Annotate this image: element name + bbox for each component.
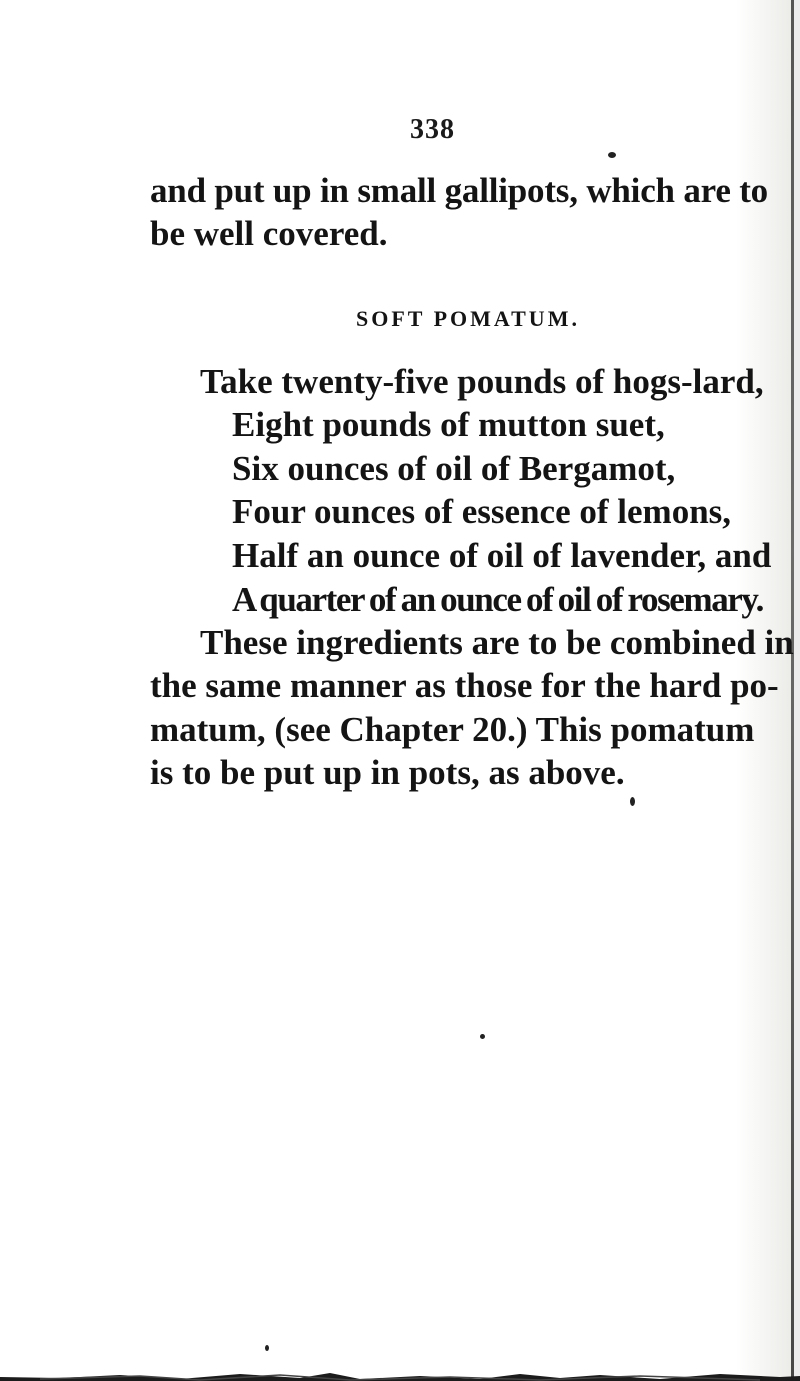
ingredient-line: Half an ounce of oil of lavender, and: [232, 536, 772, 575]
ink-speck: [480, 1034, 485, 1039]
section-heading: SOFT POMATUM.: [356, 306, 580, 331]
text-line: matum, (see Chapter 20.) This pomatum: [150, 710, 755, 749]
text-line: and put up in small gallipots, which are to: [150, 171, 768, 210]
ingredient-line: Four ounces of essence of lemons,: [232, 492, 732, 531]
text-line: These ingredients are to be combined in: [200, 623, 794, 662]
text-line: the same manner as those for the hard po-: [150, 666, 779, 705]
page-edge-shadow: [794, 0, 800, 1381]
bottom-edge-marks: [0, 1367, 800, 1381]
ink-speck: [608, 152, 616, 158]
text-line: is to be put up in pots, as above.: [150, 753, 625, 792]
ingredient-line: Six ounces of oil of Bergamot,: [232, 449, 676, 488]
ingredient-line: A quarter of an ounce of oil of rosemary.: [232, 580, 763, 619]
ink-speck: [265, 1345, 269, 1351]
page-number: 338: [410, 114, 455, 145]
ingredient-line: Take twenty-five pounds of hogs-lard,: [200, 362, 764, 401]
page-edge-line: [791, 0, 794, 1381]
ingredient-line: Eight pounds of mutton suet,: [232, 405, 665, 444]
ink-speck: [630, 797, 635, 806]
text-line: be well covered.: [150, 214, 388, 253]
